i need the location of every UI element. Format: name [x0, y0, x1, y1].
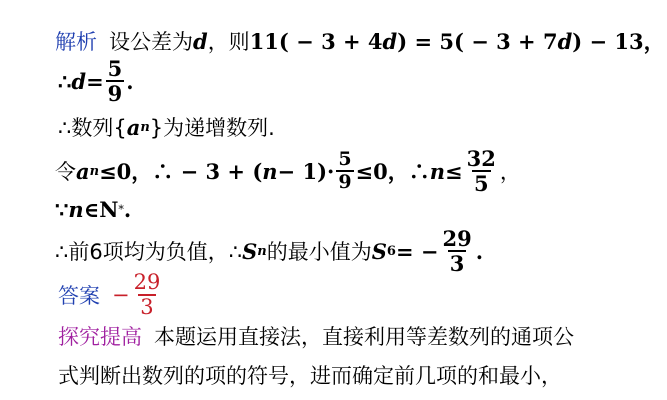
var-d: d	[382, 28, 398, 54]
answer-sign: −	[112, 283, 130, 307]
because-symbol: ∵	[55, 197, 69, 222]
le-zero-b: ≤0，∴	[355, 159, 430, 184]
equation-part-a: 11( − 3 + 4	[249, 28, 383, 54]
le-zero: ≤0，∴ − 3 + (	[99, 159, 263, 184]
answer-label: 答案	[58, 284, 100, 308]
explore-text-2: 式判断出数列的项的符号，进而确定前几项的和最小，	[58, 364, 562, 388]
numerator: 29	[442, 226, 472, 251]
subscript-6: 6	[386, 243, 396, 259]
fraction-5-9	[336, 150, 353, 192]
minimum-text-1: ∴前6项均为负值，∴	[55, 240, 243, 264]
fraction-32-5	[465, 148, 498, 194]
var-d: d	[71, 68, 87, 94]
d-result-line	[58, 58, 134, 104]
var-S6: S	[371, 238, 387, 264]
minimum-text-2: 的最小值为	[266, 240, 372, 264]
inequality-line	[55, 148, 521, 194]
minimum-line	[55, 228, 483, 274]
var-d: d	[193, 28, 208, 54]
period: .	[475, 238, 483, 264]
equation-part-c: ) − 13，	[572, 29, 665, 54]
le-symbol: ≤	[445, 158, 463, 184]
analysis-intro: 设公差为	[109, 30, 193, 54]
natural-line	[55, 197, 131, 222]
var-n: n	[429, 158, 446, 184]
fraction-5-9	[106, 58, 125, 104]
explore-text-1: 本题运用直接法，直接利用等差数列的通项公	[154, 325, 574, 349]
star-superscript: *	[118, 203, 124, 216]
denominator: 3	[449, 251, 465, 276]
denominator: 9	[107, 81, 123, 106]
analysis-line	[55, 26, 665, 56]
fraction-29-3	[440, 228, 473, 274]
numerator: 5	[338, 148, 352, 170]
explore-line	[58, 321, 574, 351]
var-S: S	[242, 238, 258, 264]
period: .	[123, 197, 132, 222]
in-N: ∈N	[83, 197, 119, 222]
analysis-label: 解析	[55, 30, 97, 54]
equals-minus: = −	[395, 238, 439, 264]
increasing-text-1: ∴数列{	[58, 116, 127, 140]
subscript-n: n	[89, 163, 100, 179]
increasing-line	[58, 112, 275, 142]
period: .	[126, 68, 134, 94]
var-n: n	[262, 158, 278, 184]
denominator: 5	[473, 171, 489, 196]
numerator: 5	[107, 56, 123, 81]
var-a: a	[126, 114, 141, 140]
equals: =	[86, 68, 104, 94]
increasing-text-2: }为递增数列.	[149, 116, 275, 140]
answer-line	[58, 272, 164, 318]
denominator: 9	[338, 171, 352, 193]
subscript-n: n	[257, 243, 267, 259]
subscript-n: n	[140, 119, 150, 135]
explore-line-2	[58, 360, 562, 390]
answer-fraction	[132, 272, 163, 318]
var-a: a	[76, 158, 90, 184]
numerator: 29	[133, 270, 161, 294]
numerator: 32	[466, 146, 496, 171]
therefore-symbol: ∴	[58, 68, 72, 94]
ling: 令	[55, 160, 76, 184]
minus-one: − 1)·	[277, 158, 335, 184]
var-n: n	[68, 197, 84, 222]
comma-then: ，则	[207, 30, 250, 54]
comma: ，	[499, 160, 521, 184]
explore-label: 探究提高	[58, 325, 142, 349]
denominator: 3	[140, 295, 154, 319]
var-d: d	[557, 28, 573, 54]
equation-part-b: ) = 5( − 3 + 7	[397, 28, 558, 54]
